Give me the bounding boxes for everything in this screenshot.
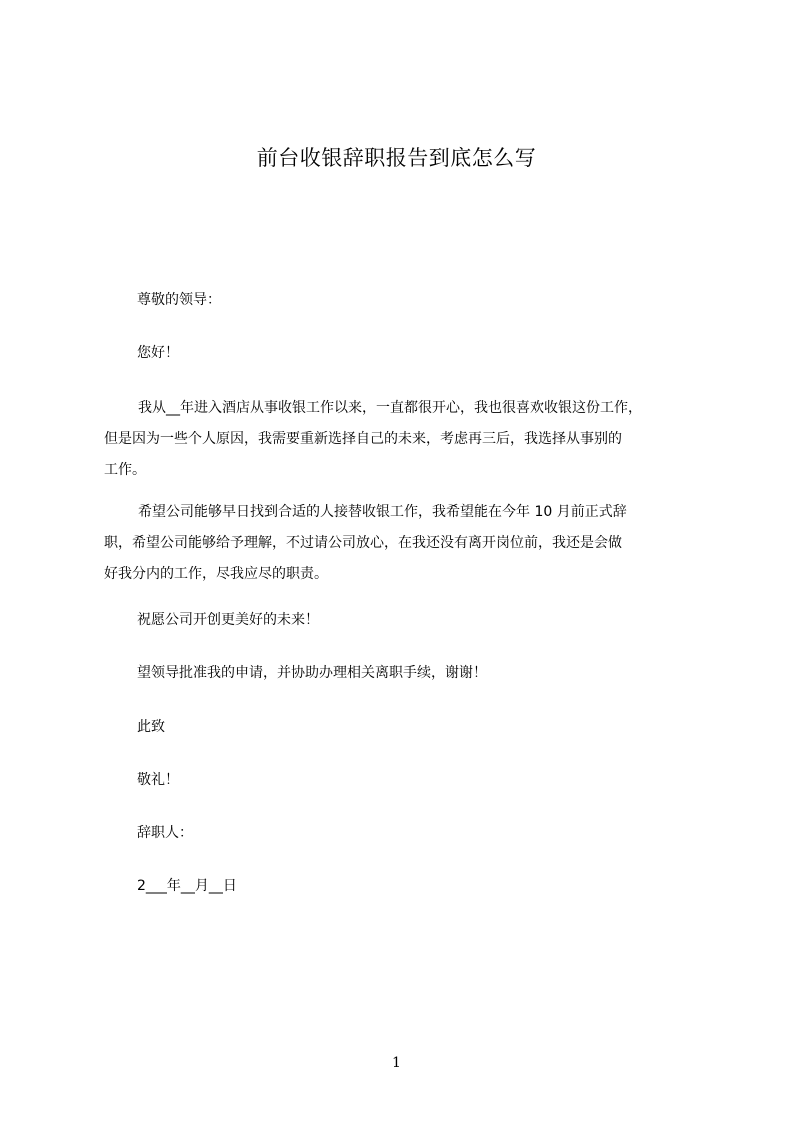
- paragraph-handover: [104, 497, 704, 590]
- salutation: 尊敬的领导：: [137, 292, 221, 308]
- page-number: 1: [392, 1055, 401, 1071]
- paragraph-line: 但是因为一些个人原因，我需要重新选择自己的未来，考虑再三后，我选择从事别的: [104, 431, 622, 447]
- date-line: 2___年__月__日: [137, 878, 237, 894]
- closing-jing-li: 敬礼！: [137, 772, 179, 788]
- greeting: 您好！: [137, 345, 179, 361]
- request-line: 望领导批准我的申请，并协助办理相关离职手续，谢谢！: [137, 665, 487, 681]
- paragraph-line: 希望公司能够早日找到合适的人接替收银工作，我希望能在今年 10 月前正式辞: [138, 504, 627, 520]
- paragraph-departure-reason: [104, 393, 704, 486]
- signature-label: 辞职人：: [137, 825, 193, 841]
- document-title: 前台收银辞职报告到底怎么写: [256, 146, 537, 170]
- paragraph-line: 好我分内的工作，尽我应尽的职责。: [104, 566, 328, 582]
- paragraph-line: 职，希望公司能够给予理解，不过请公司放心，在我还没有离开岗位前，我还是会做: [104, 535, 622, 551]
- paragraph-line: 工作。: [104, 462, 146, 478]
- wish-line: 祝愿公司开创更美好的未来！: [137, 612, 319, 628]
- paragraph-line: 我从__年进入酒店从事收银工作以来，一直都很开心，我也很喜欢收银这份工作，: [138, 400, 642, 416]
- closing-ci-zhi: 此致: [137, 719, 165, 735]
